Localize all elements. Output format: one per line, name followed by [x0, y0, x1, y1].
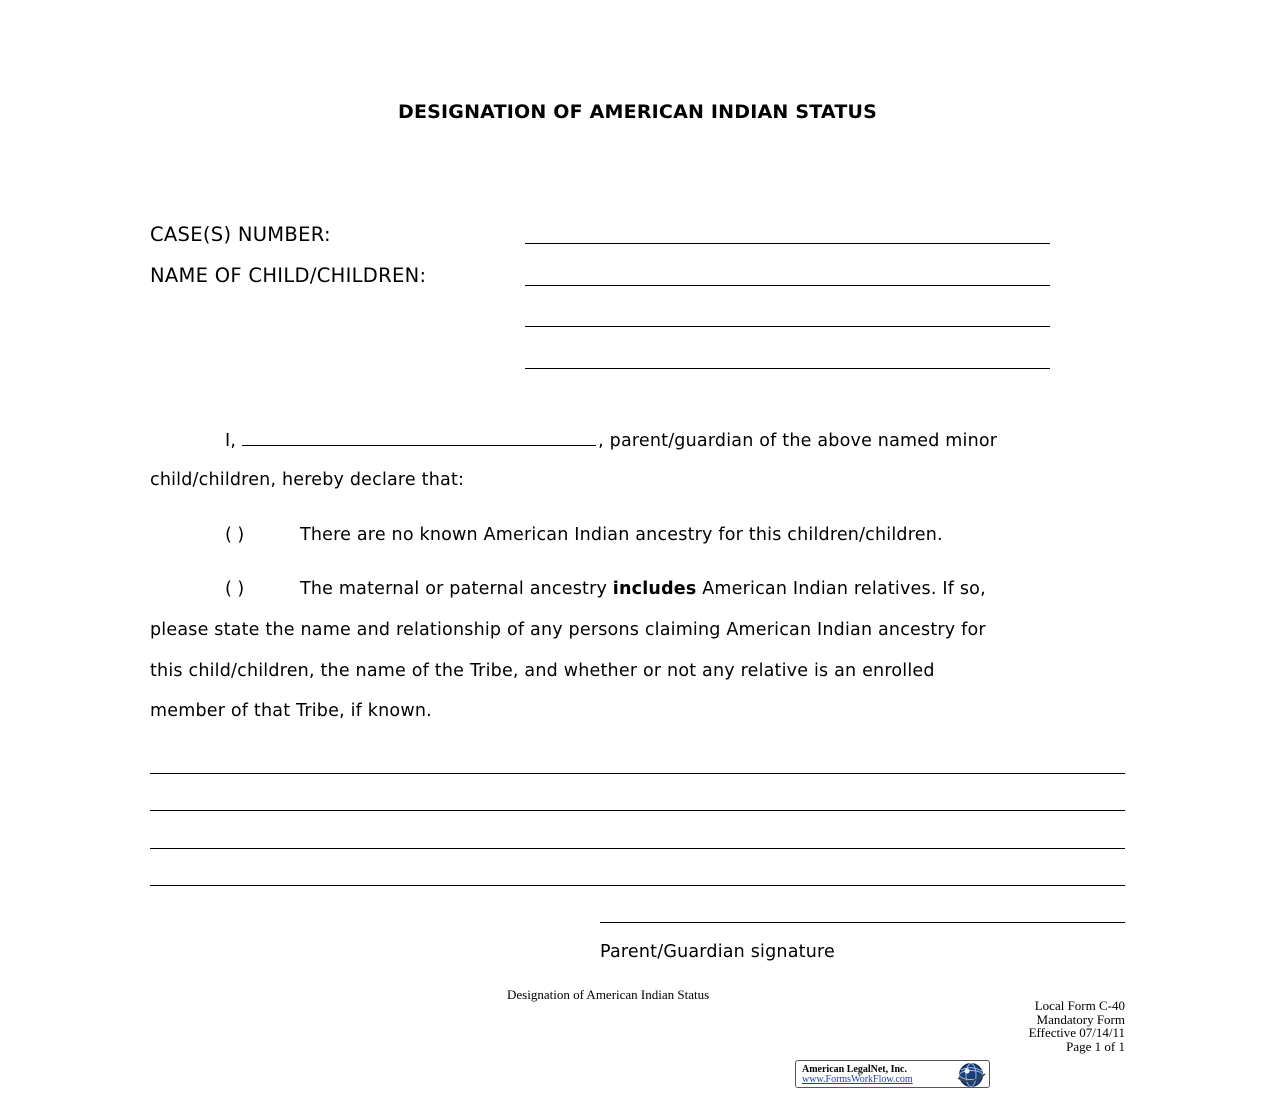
publisher-badge[interactable] — [795, 1060, 990, 1088]
option-2-continuation-3: member of that Tribe, if known. — [150, 701, 432, 721]
option-1-text: There are no known American Indian ancestry for this children/children. — [300, 525, 943, 545]
ancestry-detail-line-4[interactable] — [150, 885, 1125, 886]
declaration-line-1 — [225, 429, 997, 451]
ancestry-detail-line-2[interactable] — [150, 810, 1125, 811]
option-2-text-after: American Indian relatives. If so, — [696, 579, 986, 599]
option-2-text-before: The maternal or paternal ancestry — [300, 579, 613, 599]
globe-logo-icon — [954, 1062, 988, 1088]
option-2-continuation-1: please state the name and relationship of any persons claiming American Indian ancestry for — [150, 620, 986, 640]
badge-company-name: American LegalNet, Inc. — [802, 1064, 907, 1075]
footer-page-number: Page 1 of 1 — [1066, 1038, 1125, 1054]
footer-effective-date: Effective 07/14/11 — [1028, 1025, 1125, 1040]
option-2-continuation-2: this child/children, the name of the Tribe, and whether or not any relative is an enrolled — [150, 661, 935, 681]
document-title: DESIGNATION OF AMERICAN INDIAN STATUS — [397, 101, 878, 123]
ancestry-detail-line-3[interactable] — [150, 848, 1125, 849]
parent-name-field[interactable] — [242, 429, 596, 446]
case-number-field[interactable] — [525, 243, 1050, 244]
child-name-field-2[interactable] — [525, 326, 1050, 327]
badge-url-link[interactable]: www.FormsWorkFlow.com — [802, 1074, 913, 1085]
declaration-prefix: I, — [225, 431, 237, 451]
footer-form-number: Local Form C-40 — [1034, 998, 1125, 1013]
footer-title: Designation of American Indian Status — [507, 987, 710, 1002]
signature-line[interactable] — [600, 922, 1125, 923]
option-2-checkbox[interactable]: ( ) — [225, 579, 245, 599]
declaration-suffix: , parent/guardian of the above named minor — [598, 431, 998, 451]
footer-form-info — [1029, 999, 1125, 1053]
signature-label: Parent/Guardian signature — [600, 942, 835, 962]
option-1-checkbox[interactable]: ( ) — [225, 525, 245, 545]
case-number-label: CASE(S) NUMBER: — [150, 223, 331, 246]
footer-form-type: Mandatory Form — [1036, 1011, 1125, 1027]
option-2-text — [300, 579, 986, 599]
declaration-line-2: child/children, hereby declare that: — [150, 470, 465, 490]
child-name-field-3[interactable] — [525, 368, 1050, 369]
ancestry-detail-line-1[interactable] — [150, 773, 1125, 774]
child-name-field-1[interactable] — [525, 285, 1050, 286]
child-name-label: NAME OF CHILD/CHILDREN: — [150, 264, 427, 287]
option-2-text-bold: includes — [612, 579, 697, 599]
